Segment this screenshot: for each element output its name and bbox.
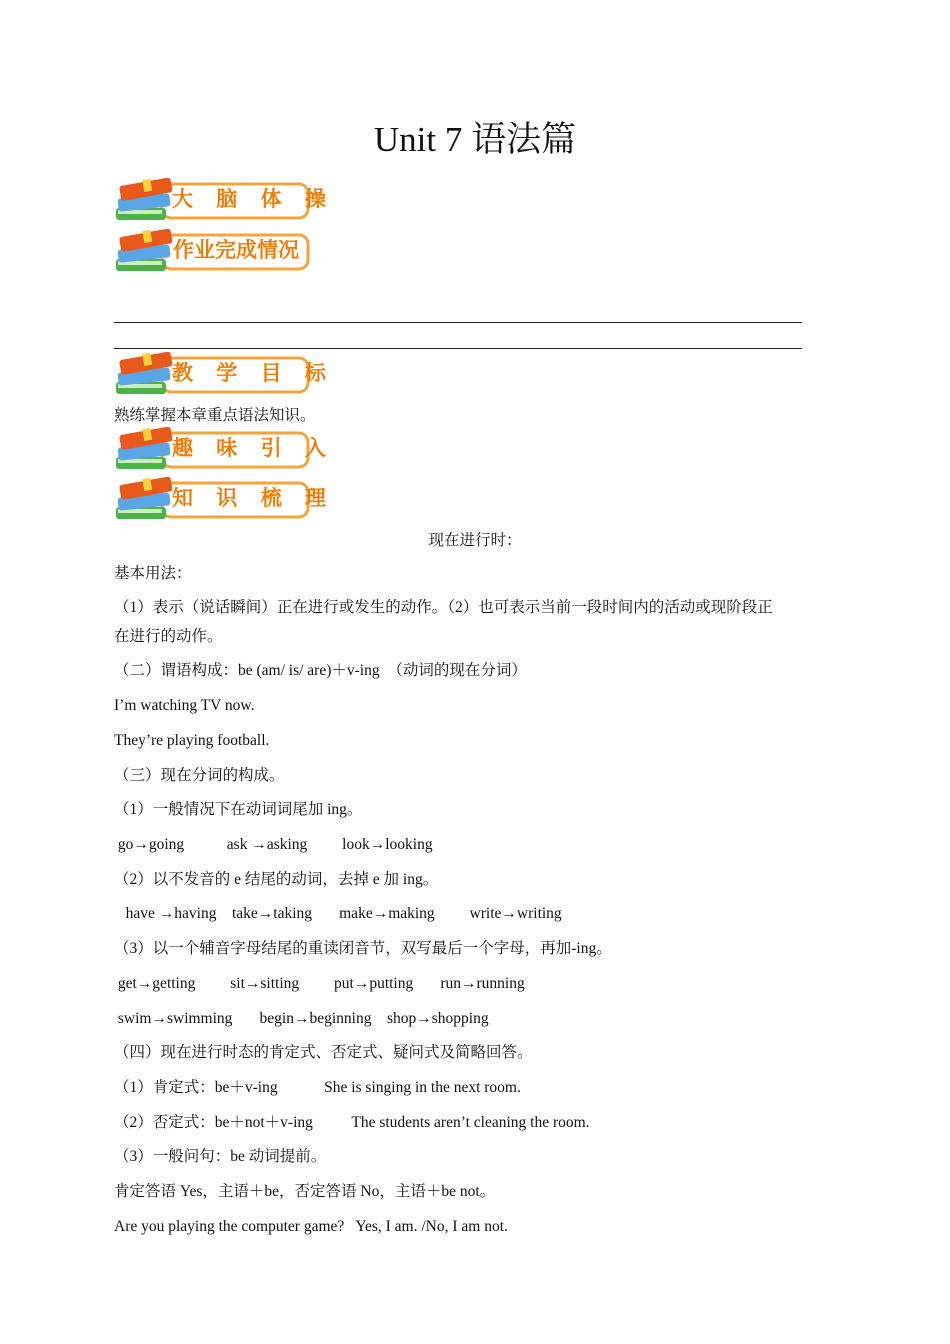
badge-fun-intro xyxy=(114,427,334,475)
body-line: （1）一般情况下在动词词尾加 ing。 xyxy=(114,801,363,818)
body-line: have →having take→taking make→making write→writing xyxy=(114,905,562,922)
badge-label: 大 脑 体 操 xyxy=(172,187,334,211)
badge-homework xyxy=(114,229,310,277)
answer-line xyxy=(114,348,802,349)
body-line: They’re playing football. xyxy=(114,732,270,749)
badge-knowledge-review xyxy=(114,477,334,525)
answer-line xyxy=(114,322,802,323)
badge-brain-exercise xyxy=(114,178,334,226)
badge-label: 知 识 梳 理 xyxy=(172,486,334,510)
body-line: 肯定答语 Yes，主语＋be，否定答语 No，主语＋be not。 xyxy=(114,1183,496,1200)
page-title: Unit 7 语法篇 xyxy=(373,120,577,159)
body-line: Are you playing the computer game? Yes, I am. /No, I am not. xyxy=(114,1218,508,1235)
section-title: 现在进行时： xyxy=(428,532,522,549)
body-line: （三）现在分词的构成。 xyxy=(114,767,285,784)
badge-label: 趣 味 引 入 xyxy=(172,436,334,460)
body-line: 在进行的动作。 xyxy=(114,628,223,645)
body-line: swim→swimming begin→beginning shop→shopping xyxy=(114,1010,489,1027)
body-line: （3）以一个辅音字母结尾的重读闭音节，双写最后一个字母，再加-ing。 xyxy=(114,940,612,957)
badge-label: 教 学 目 标 xyxy=(172,361,334,385)
body-line: （1）表示（说话瞬间）正在进行或发生的动作。（2）也可表示当前一段时间内的活动或现阶段正 xyxy=(114,599,773,616)
goal-text: 熟练掌握本章重点语法知识。 xyxy=(114,407,316,424)
body-line: （2）否定式：be＋not＋v-ing The students aren’t cleaning the room. xyxy=(114,1114,590,1131)
body-line: 基本用法： xyxy=(114,565,192,582)
body-line: go→going ask →asking look→looking xyxy=(114,836,433,853)
body-line: get→getting sit→sitting put→putting run→running xyxy=(114,975,525,992)
badge-label: 作业完成情况 xyxy=(173,238,299,262)
body-line: （四）现在进行时态的肯定式、否定式、疑问式及简略回答。 xyxy=(114,1044,533,1061)
body-line: （3）一般问句：be 动词提前。 xyxy=(114,1148,327,1165)
body-line: （二）谓语构成：be (am/ is/ are)＋v-ing （动词的现在分词） xyxy=(114,662,527,679)
badge-teaching-goal xyxy=(114,352,334,400)
body-line: （2）以不发音的 e 结尾的动词，去掉 e 加 ing。 xyxy=(114,871,439,888)
body-line: （1）肯定式：be＋v-ing She is singing in the next room. xyxy=(114,1079,521,1096)
body-line: I’m watching TV now. xyxy=(114,697,255,714)
